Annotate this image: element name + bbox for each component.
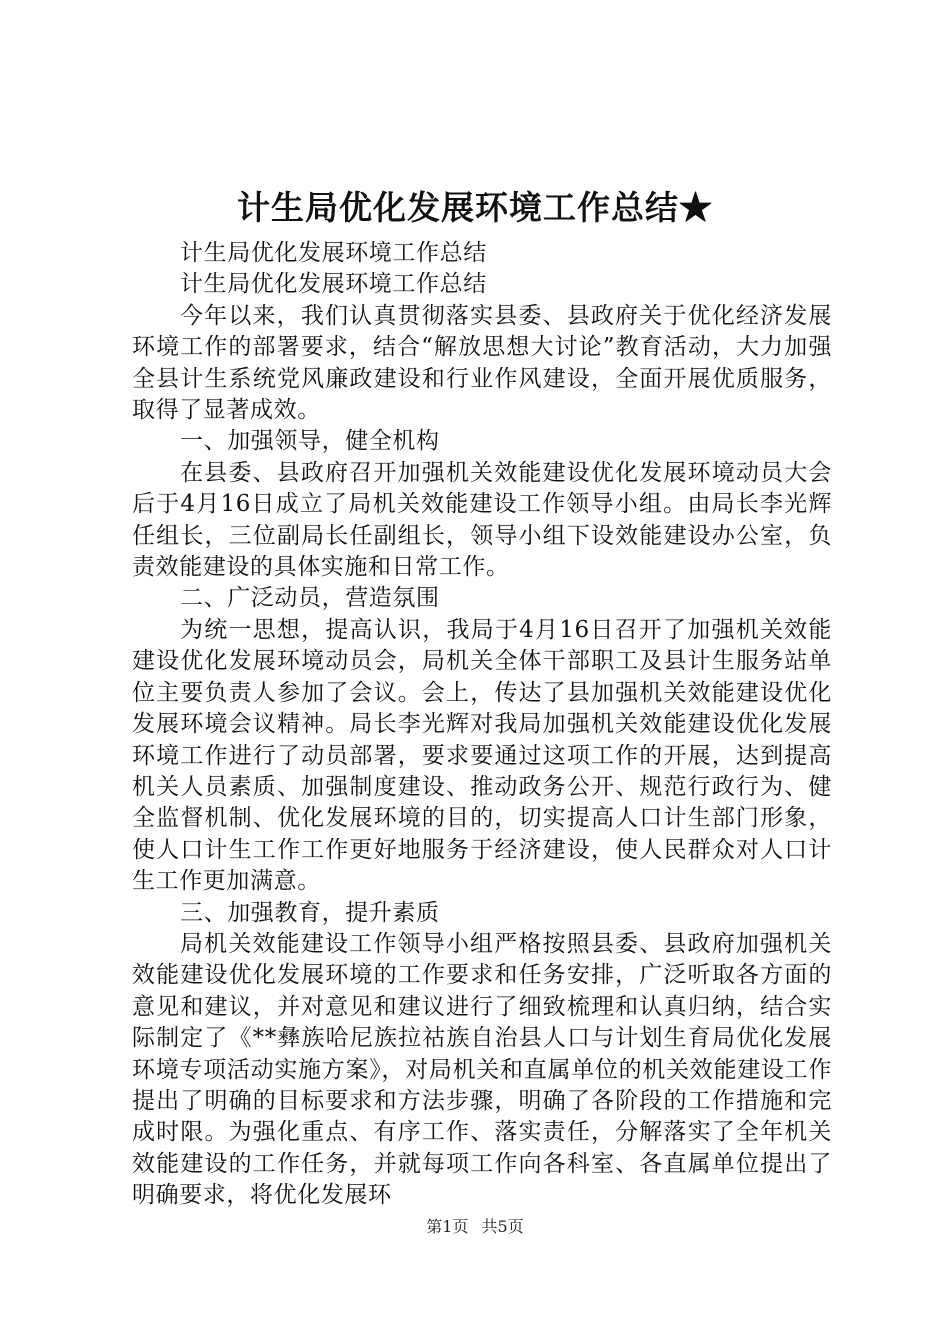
document-body	[132, 238, 832, 1212]
body-paragraph: 在县委、县政府召开加强机关效能建设优化发展环境动员大会后于4月16日成立了局机关效能建设工作领导小组。由局长李光辉任组长，三位副局长任副组长，领导小组下设效能建设办公室，负责效能建设的具体实施和日常工作。	[132, 459, 832, 581]
body-paragraph: 局机关效能建设工作领导小组严格按照县委、县政府加强机关效能建设优化发展环境的工作要求和任务安排，广泛听取各方面的意见和建议，并对意见和建议进行了细致梳理和认真归纳，结合实际制定了《**彝族哈尼族拉祜族自治县人口与计划生育局优化发展环境专项活动实施方案》，对局机关和直属单位的机关效能建设工作提出了明确的目标要求和方法步骤，明确了各阶段的工作措施和完成时限。为强化重点、有序工作、落实责任，分解落实了全年机关效能建设的工作任务，并就每项工作向各科室、各直属单位提出了明确要求，将优化发展环	[132, 930, 832, 1209]
body-paragraph: 今年以来，我们认真贯彻落实县委、县政府关于优化经济发展环境工作的部署要求，结合“解放思想大讨论”教育活动，大力加强全县计生系统党风廉政建设和行业作风建设，全面开展优质服务，取得了显著成效。	[132, 302, 832, 424]
section-heading: 一、加强领导，健全机构	[180, 428, 440, 455]
body-paragraph: 为统一思想，提高认识，我局于4月16日召开了加强机关效能建设优化发展环境动员会，局机关全体干部职工及县计生服务站单位主要负责人参加了会议。会上，传达了县加强机关效能建设优化发展环境会议精神。局长李光辉对我局加强机关效能建设优化发展环境工作进行了动员部署，要求要通过这项工作的开展，达到提高机关人员素质、加强制度建设、推动政务公开、规范行政行为、健全监督机制、优化发展环境的目的，切实提高人口计生部门形象，使人口计生工作工作更好地服务于经济建设，使人民群众对人口计生工作更加满意。	[132, 616, 832, 895]
page-total: 共5页	[481, 1217, 524, 1236]
subtitle-line: 计生局优化发展环境工作总结	[180, 271, 487, 298]
subtitle-line: 计生局优化发展环境工作总结	[180, 240, 487, 266]
page-footer	[0, 1216, 950, 1238]
document-title: 计生局优化发展环境工作总结★	[237, 188, 713, 227]
page-number: 第1页	[426, 1217, 469, 1236]
section-heading: 二、广泛动员，营造氛围	[180, 585, 440, 612]
section-heading: 三、加强教育，提升素质	[180, 899, 440, 926]
